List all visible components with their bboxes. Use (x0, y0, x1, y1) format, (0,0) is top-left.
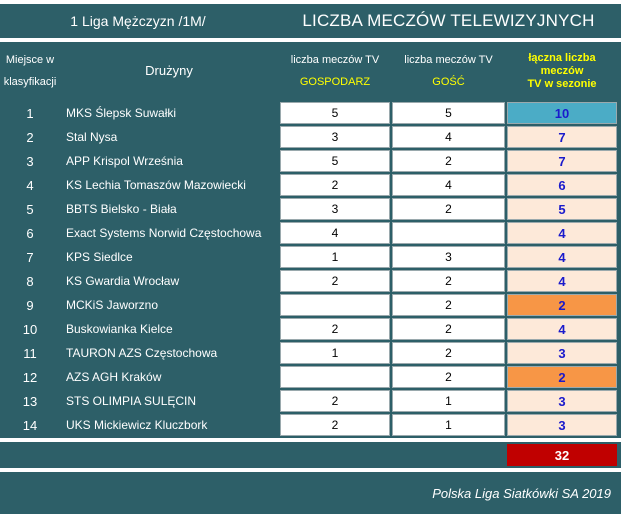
row-away-count: 1 (392, 414, 505, 436)
row-total-count: 7 (507, 126, 617, 148)
row-home-count: 1 (280, 342, 390, 364)
row-total-count: 2 (507, 366, 617, 388)
row-total-count: 5 (507, 198, 617, 220)
row-place: 13 (22, 393, 38, 409)
row-away-count: 2 (392, 294, 505, 316)
row-place: 7 (26, 249, 34, 265)
row-total-count: 3 (507, 390, 617, 412)
league-name: 1 Liga Mężczyzn /1M/ (70, 13, 206, 29)
column-header-place-line2: klasyfikacji (3, 76, 57, 88)
row-total-count: 3 (507, 342, 617, 364)
row-place: 1 (26, 105, 34, 121)
column-header-total: łączna liczba meczów TV w sezonie (527, 51, 597, 90)
row-away-count: 3 (392, 246, 505, 268)
row-place: 11 (23, 345, 37, 361)
row-place: 8 (26, 273, 34, 289)
row-home-count: 2 (280, 414, 390, 436)
row-home-count (280, 294, 390, 316)
page-title: LICZBA MECZÓW TELEWIZYJNYCH (302, 11, 595, 30)
row-total-count: 2 (507, 294, 617, 316)
row-team-name: Exact Systems Norwid Częstochowa (66, 226, 262, 240)
column-header-place (0, 46, 60, 96)
row-away-count: 2 (392, 342, 505, 364)
row-team-name: MCKiS Jaworzno (66, 298, 159, 312)
row-home-count (280, 366, 390, 388)
row-home-count: 3 (280, 126, 390, 148)
row-total-count: 4 (507, 222, 617, 244)
row-team-name: Buskowianka Kielce (66, 322, 173, 336)
row-team-name: KS Lechia Tomaszów Mazowiecki (66, 178, 246, 192)
row-home-count: 2 (280, 270, 390, 292)
grand-total: 32 (507, 444, 617, 466)
row-total-count: 4 (507, 246, 617, 268)
row-team-name: Stal Nysa (66, 130, 118, 144)
row-away-count: 1 (392, 390, 505, 412)
row-team-name: AZS AGH Kraków (66, 370, 162, 384)
row-away-count: 4 (392, 126, 505, 148)
row-away-count: 4 (392, 174, 505, 196)
row-total-count: 10 (507, 102, 617, 124)
row-away-count: 2 (392, 366, 505, 388)
row-home-count: 2 (280, 390, 390, 412)
row-away-count (392, 222, 505, 244)
row-away-count: 2 (392, 150, 505, 172)
row-total-count: 3 (507, 414, 617, 436)
row-team-name: TAURON AZS Częstochowa (66, 346, 218, 360)
row-place: 9 (26, 297, 34, 313)
row-home-count: 2 (280, 174, 390, 196)
row-home-count: 2 (280, 318, 390, 340)
row-total-count: 4 (507, 270, 617, 292)
row-home-count: 5 (280, 102, 390, 124)
row-place: 2 (26, 129, 34, 145)
row-team-name: BBTS Bielsko - Biała (66, 202, 177, 216)
column-header-home: liczba meczów TV GOSPODARZ (290, 54, 380, 88)
row-place: 12 (22, 369, 38, 385)
row-home-count: 3 (280, 198, 390, 220)
row-away-count: 2 (392, 270, 505, 292)
row-total-count: 4 (507, 318, 617, 340)
row-team-name: APP Krispol Września (66, 154, 183, 168)
row-place: 3 (26, 153, 34, 169)
row-home-count: 1 (280, 246, 390, 268)
column-header-team: Drużyny (145, 63, 193, 78)
row-team-name: STS OLIMPIA SULĘCIN (66, 394, 197, 408)
column-header-away: liczba meczów TV GOŚĆ (404, 54, 493, 88)
row-away-count: 2 (392, 318, 505, 340)
footer-credit: Polska Liga Siatkówki SA 2019 (432, 485, 611, 501)
row-team-name: KS Gwardia Wrocław (66, 274, 180, 288)
row-total-count: 6 (507, 174, 617, 196)
row-total-count: 7 (507, 150, 617, 172)
row-team-name: MKS Ślepsk Suwałki (66, 106, 177, 120)
row-team-name: UKS Mickiewicz Kluczbork (66, 418, 208, 432)
row-away-count: 5 (392, 102, 505, 124)
row-place: 4 (26, 177, 34, 193)
row-place: 14 (22, 417, 38, 433)
row-place: 6 (26, 225, 34, 241)
column-header-place-line1: Miejsce w (5, 54, 55, 66)
row-away-count: 2 (392, 198, 505, 220)
row-place: 10 (22, 321, 38, 337)
row-home-count: 4 (280, 222, 390, 244)
row-home-count: 5 (280, 150, 390, 172)
row-team-name: KPS Siedlce (66, 250, 133, 264)
row-place: 5 (26, 201, 34, 217)
